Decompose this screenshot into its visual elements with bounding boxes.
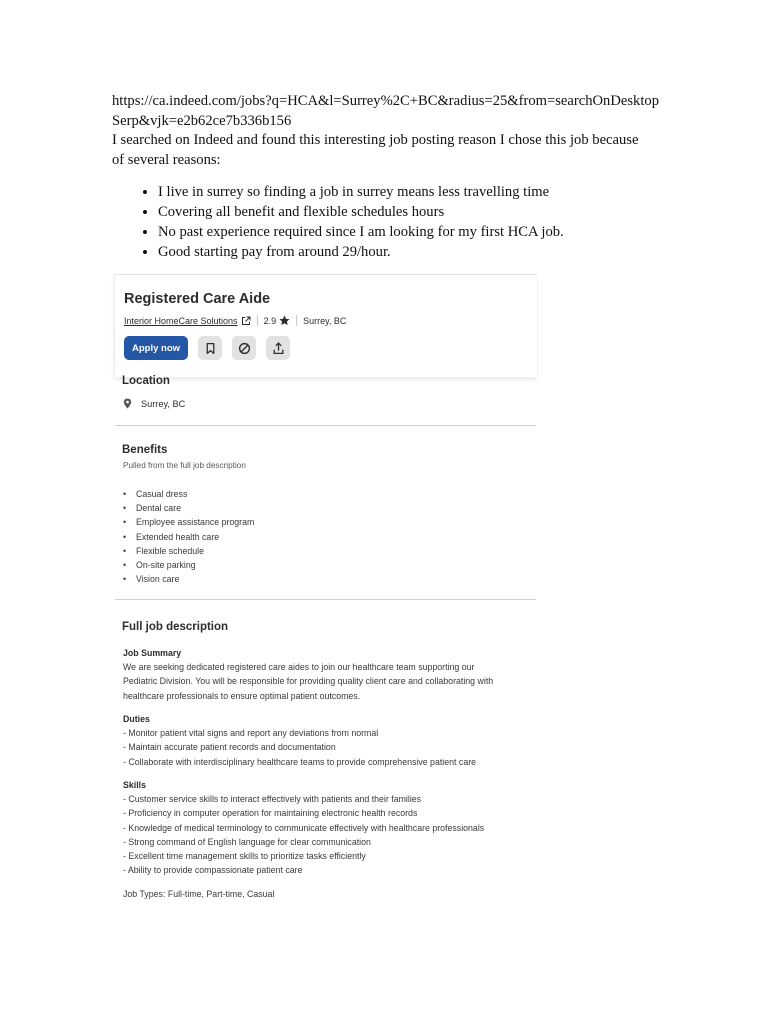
action-buttons	[124, 336, 290, 360]
url-line-1: https://ca.indeed.com/jobs?q=HCA&l=Surrey%2C+BC&radius=25&from=searchOnDesktop	[112, 93, 659, 109]
summary-line: Pediatric Division. You will be responsible for providing quality client care and collaborating with	[123, 676, 494, 687]
intro-line-1: I searched on Indeed and found this interesting job posting reason I chose this job because	[112, 132, 639, 148]
skill-item: - Ability to provide compassionate patient care	[123, 865, 303, 876]
location-pin-icon	[123, 398, 132, 409]
job-header	[114, 274, 537, 377]
external-link-icon[interactable]	[241, 316, 251, 326]
bookmark-icon	[204, 342, 217, 355]
benefit-item: • Employee assistance program	[123, 515, 254, 529]
job-types: Job Types: Full-time, Part-time, Casual	[123, 889, 275, 899]
apply-now-button[interactable]: Apply now	[124, 336, 188, 360]
benefit-item: • Extended health care	[123, 530, 254, 544]
job-location-meta: Surrey, BC	[303, 315, 347, 326]
reasons-list	[112, 182, 668, 262]
not-interested-button[interactable]	[232, 336, 256, 360]
company-rating: 2.9	[263, 315, 277, 326]
job-title: Registered Care Aide	[124, 291, 271, 307]
job-meta	[124, 315, 346, 326]
intro-line-2: of several reasons:	[112, 151, 221, 168]
location-value: Surrey, BC	[141, 398, 186, 409]
duties-heading: Duties	[123, 714, 150, 724]
benefit-item: • Dental care	[123, 501, 254, 515]
share-button[interactable]	[266, 336, 290, 360]
document-text	[112, 92, 668, 262]
job-posting-screenshot	[112, 274, 536, 914]
section-divider	[115, 599, 536, 600]
skill-item: - Customer service skills to interact effectively with patients and their families	[123, 794, 422, 805]
duty-item: - Maintain accurate patient records and documentation	[123, 742, 336, 753]
skill-item: - Knowledge of medical terminology to communicate effectively with healthcare professionals	[123, 822, 485, 833]
duty-item: - Collaborate with interdisciplinary healthcare teams to provide comprehensive patient care	[123, 756, 477, 767]
skill-item: - Strong command of English language for clear communication	[123, 836, 371, 847]
full-description-heading: Full job description	[122, 621, 229, 633]
duties-block	[123, 712, 533, 769]
meta-separator	[257, 315, 258, 326]
save-job-button[interactable]	[198, 336, 222, 360]
skill-item: - Excellent time management skills to prioritize tasks efficiently	[123, 851, 366, 862]
reason-item: • No past experience required since I am looking for my first HCA job.	[158, 222, 668, 242]
benefits-list	[123, 487, 254, 586]
skills-block	[123, 778, 533, 877]
star-icon	[279, 315, 290, 326]
job-summary-block	[123, 646, 533, 703]
meta-separator	[296, 315, 297, 326]
skill-item: - Proficiency in computer operation for maintaining electronic health records	[123, 808, 418, 819]
benefit-item: • Casual dress	[123, 487, 254, 501]
benefit-item: • Flexible schedule	[123, 544, 254, 558]
benefits-subtitle: Pulled from the full job description	[123, 461, 246, 470]
benefits-heading: Benefits	[122, 444, 168, 456]
not-interested-icon	[238, 342, 251, 355]
benefit-item: • On-site parking	[123, 558, 254, 572]
summary-line: We are seeking dedicated registered care aides to join our healthcare team supporting our	[123, 662, 475, 673]
job-summary-heading: Job Summary	[123, 648, 182, 658]
share-icon	[272, 342, 285, 355]
location-row	[123, 398, 185, 409]
url-line-2: Serp&vjk=e2b62ce7b336b156	[112, 112, 292, 129]
summary-line: healthcare professionals to ensure optimal patient outcomes.	[123, 690, 361, 701]
reason-item: • Good starting pay from around 29/hour.	[158, 242, 668, 262]
company-link[interactable]: Interior HomeCare Solutions	[124, 315, 238, 326]
reason-item: • Covering all benefit and flexible schedules hours	[158, 202, 668, 222]
location-heading: Location	[122, 375, 170, 387]
duty-item: - Monitor patient vital signs and report any deviations from normal	[123, 728, 379, 739]
skills-heading: Skills	[123, 780, 146, 790]
benefit-item: • Vision care	[123, 572, 254, 586]
section-divider	[115, 425, 536, 426]
reason-item: • I live in surrey so finding a job in surrey means less travelling time	[158, 182, 668, 202]
